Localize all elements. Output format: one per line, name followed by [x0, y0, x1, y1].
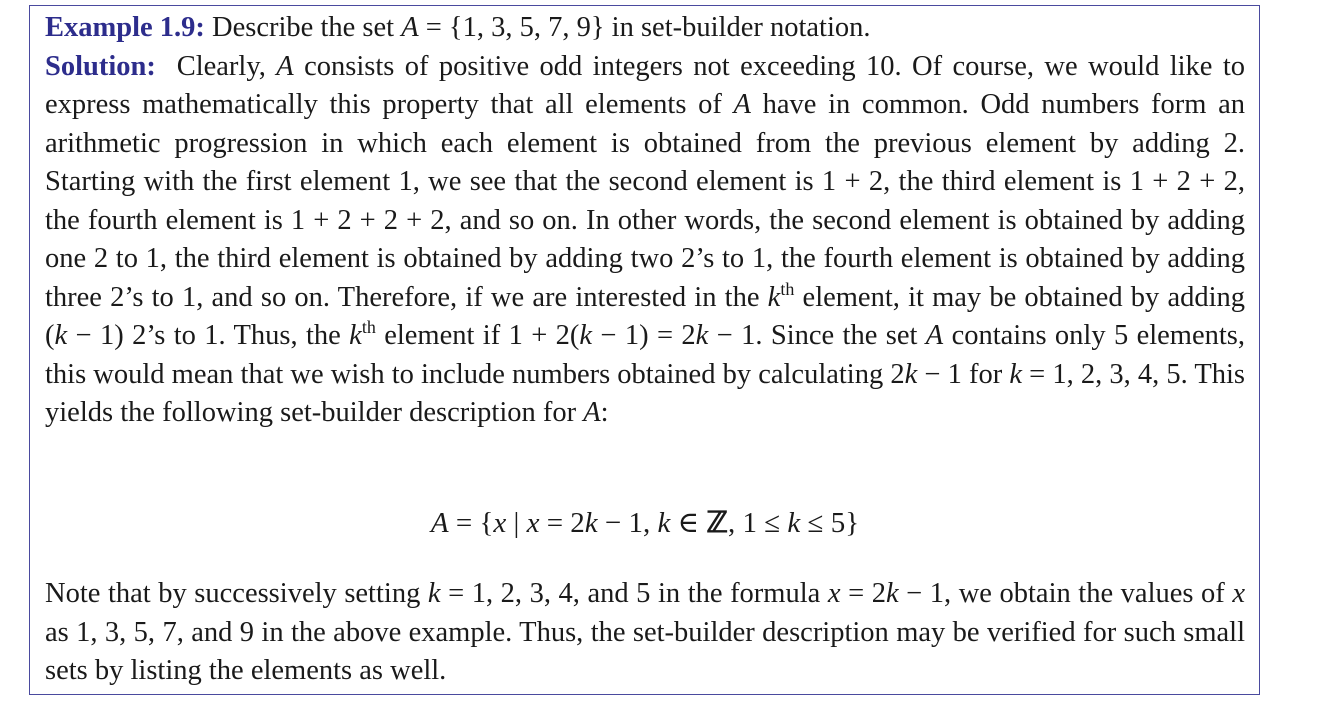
math-var: k	[584, 507, 598, 539]
solution-text: contains only 5 elements, this would mean that we wish to include numbers obtained by calculating 2	[45, 320, 1246, 390]
question-text-end: in set-builder notation.	[604, 12, 871, 43]
math-var: k	[349, 320, 362, 351]
math-var: A	[583, 397, 601, 428]
solution-label: Solution:	[45, 50, 156, 82]
formula-text: , 1 ≤	[727, 507, 788, 539]
superscript: th	[780, 278, 795, 299]
math-var: x	[493, 507, 507, 539]
math-var: k	[695, 320, 709, 351]
note-text: = 2	[840, 578, 886, 609]
math-var: A	[925, 320, 944, 351]
superscript: th	[361, 317, 376, 337]
math-var: k	[427, 578, 441, 609]
math-var: k	[1009, 358, 1023, 390]
solution-text: − 1. Since the set	[708, 320, 918, 351]
question-text: Describe the set	[212, 12, 395, 43]
solution-text: element, it may be obtained by adding (	[45, 281, 1246, 351]
math-var: k	[54, 320, 68, 351]
math-var: k	[579, 320, 593, 351]
note-paragraph	[45, 575, 1245, 691]
note-text: − 1, we obtain the values of	[898, 578, 1225, 609]
solution-text: − 1 for	[917, 358, 1003, 390]
set-listing: = {1, 3, 5, 7, 9}	[418, 12, 605, 43]
note-text: as 1, 3, 5, 7, and 9 in the above example. Thus, the set-builder description may be verified for such small sets by listing the elements as well.	[45, 616, 1245, 686]
example-paragraph	[45, 9, 1245, 433]
set-builder-formula	[45, 504, 1245, 542]
solution-text: Clearly,	[176, 50, 266, 82]
math-var: x	[526, 507, 540, 539]
formula-text: ∈	[670, 507, 707, 539]
formula-text: = 2	[539, 507, 585, 539]
note-text: = 1, 2, 3, 4, and 5 in the formula	[440, 578, 821, 609]
math-var: x	[827, 578, 841, 609]
math-var: k	[767, 281, 781, 313]
solution-text: = 1, 2, 3, 4, 5. This yields the following set-builder description for	[45, 358, 1246, 428]
math-var: A	[430, 507, 449, 539]
math-var: k	[904, 358, 918, 390]
solution-text: − 1) 2’s to 1. Thus, the	[67, 320, 341, 351]
example-label: Example 1.9:	[45, 12, 205, 43]
solution-text: have in common. Odd numbers form an arithmetic progression in which each element is obtained from the previous element by adding 2. Starting with the first element 1, we see that the second element is 1 + 2, the third element is 1 + 2 + 2, the fourth element is 1 + 2 + 2 + 2, and so on. In other words, the second element is obtained by adding one 2 to 1, the third element is obtained by adding two 2’s to 1, the fourth element is obtained by adding three 2’s to 1, and so on. Therefore, if we are interested in the	[45, 89, 1245, 313]
math-var: k	[657, 507, 671, 539]
solution-text: element if 1 + 2(	[384, 320, 580, 351]
math-var: x	[1232, 578, 1246, 609]
set-variable: A	[401, 12, 419, 43]
integers-symbol: ℤ	[706, 507, 728, 539]
formula-text: |	[506, 507, 527, 539]
formula-text: ≤ 5}	[800, 507, 860, 539]
math-var: A	[276, 50, 294, 82]
math-var: k	[885, 578, 899, 609]
formula-text: = {	[448, 507, 494, 539]
formula-text: − 1,	[597, 507, 658, 539]
math-var: k	[787, 507, 801, 539]
solution-text: :	[600, 397, 609, 428]
solution-text: consists of positive odd integers not exceeding 10. Of course, we would like to express mathematically this property that all elements of	[45, 50, 1246, 120]
note-text: Note that by successively setting	[45, 578, 421, 609]
solution-text: − 1) = 2	[592, 320, 696, 351]
math-var: A	[733, 89, 751, 120]
